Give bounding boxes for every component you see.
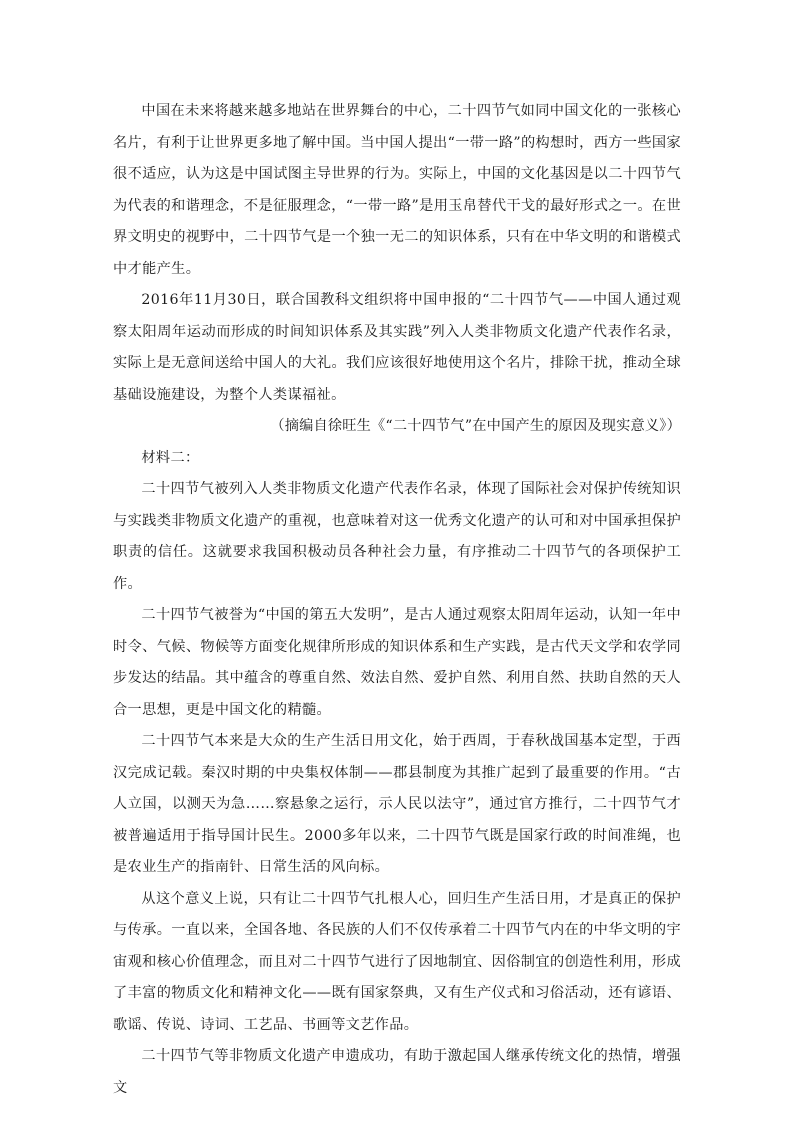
paragraph-heritage-success: 二十四节气等非物质文化遗产申遗成功，有助于激起国人继承传统文化的热情，增强文 <box>113 1048 681 1096</box>
paragraph-fifth-invention: 二十四节气被誉为“中国的第五大发明”，是古人通过观察太阳周年运动，认知一年中时令、气候、物候等方面变化规律所形成的知识体系和生产实践，是古代天文学和农学同步发达的结晶。其中蕴含的尊重自然、效法自然、爱护自然、利用自然、扶助自然的天人合一思想，更是中国文化的精髓。 <box>113 607 681 718</box>
paragraph-protection: 二十四节气被列入人类非物质文化遗产代表作名录，体现了国际社会对保护传统知识与实践类非物质文化遗产的重视，也意味着对这一优秀文化遗产的认可和对中国承担保护职责的信任。这就要求我国积极动员各种社会力量，有序推动二十四节气的各项保护工作。 <box>113 481 681 592</box>
paragraph-cultural-core: 中国在未来将越来越多地站在世界舞台的中心，二十四节气如同中国文化的一张核心名片，有利于让世界更多地了解中国。当中国人提出“一带一路”的构想时，西方一些国家很不适应，认为这是中国试图主导世界的行为。实际上，中国的文化基因是以二十四节气为代表的和谐理念，不是征服理念，“一带一路”是用玉帛替代干戈的最好形式之一。在世界文明史的视野中，二十四节气是一个独一无二的知识体系，只有在中华文明的和谐模式中才能产生。 <box>113 103 681 277</box>
source-citation: （摘编自徐旺生《“二十四节气”在中国产生的原因及现实意义》） <box>270 418 681 434</box>
paragraph-inheritance: 从这个意义上说，只有让二十四节气扎根人心，回归生产生活日用，才是真正的保护与传承。一直以来，全国各地、各民族的人们不仅传承着二十四节气内在的中华文明的宇宙观和核心价值理念，而且对二十四节气进行了因地制宜、因俗制宜的创造性利用，形成了丰富的物质文化和精神文化——既有国家祭典，又有生产仪式和习俗活动，还有谚语、歌谣、传说、诗词、工艺品、书画等文艺作品。 <box>113 890 681 1033</box>
paragraph-history: 二十四节气本来是大众的生产生活日用文化，始于西周，于春秋战国基本定型，于西汉完成记载。秦汉时期的中央集权体制——郡县制度为其推广起到了最重要的作用。“古人立国，以测天为急……察悬象之运行，示人民以法守”，通过官方推行，二十四节气才被普遍适用于指导国计民生。2000多年以来，二十四节气既是国家行政的时间准绳，也是农业生产的指南针、日常生活的风向标。 <box>113 733 681 875</box>
material-two-label: 材料二： <box>141 449 200 466</box>
paragraph-unesco-listing: 2016年11月30日，联合国教科文组织将中国申报的“二十四节气——中国人通过观察太阳周年运动而形成的时间知识体系及其实践”列入人类非物质文化遗产代表作名录，实际上是无意间送给中国人的大礼。我们应该很好地使用这个名片，排除干扰，推动全球基础设施建设，为整个人类谋福祉。 <box>113 292 681 403</box>
